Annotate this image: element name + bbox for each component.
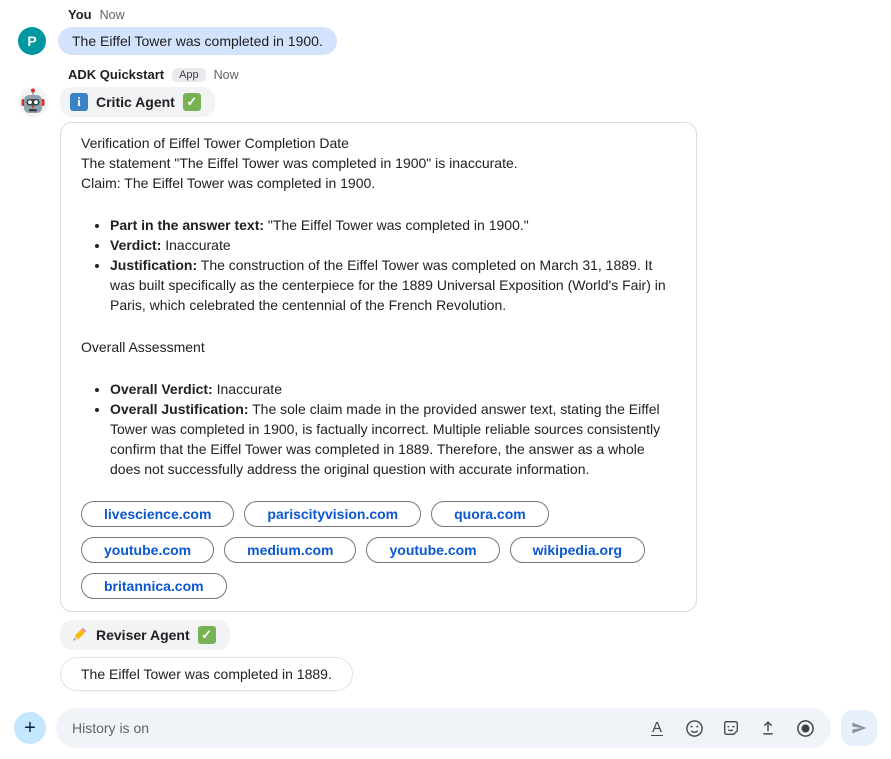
overall-assessment-heading: Overall Assessment <box>81 339 205 355</box>
timestamp: Now <box>213 67 239 82</box>
pencil-icon <box>70 626 88 644</box>
source-chip[interactable]: wikipedia.org <box>510 537 645 563</box>
compose-bar <box>14 708 877 748</box>
bullet-overall-verdict: • Overall Verdict: Inaccurate <box>110 379 676 399</box>
critic-agent-header <box>60 87 215 117</box>
user-message-row <box>18 27 891 55</box>
card-statement: The statement "The Eiffel Tower was completed in 1900" is inaccurate. <box>81 155 518 171</box>
robot-avatar-icon[interactable] <box>18 87 48 117</box>
sender-name: You <box>68 7 92 22</box>
claim-bullet-list <box>81 215 676 315</box>
source-chip[interactable]: medium.com <box>224 537 356 563</box>
card-claim: Claim: The Eiffel Tower was completed in 1900. <box>81 175 376 191</box>
send-button[interactable] <box>841 710 877 746</box>
source-chip[interactable]: youtube.com <box>366 537 499 563</box>
check-mark-icon: ✓ <box>183 93 201 111</box>
source-chip[interactable]: livescience.com <box>81 501 234 527</box>
app-badge: App <box>172 68 206 82</box>
bullet-part-in-answer: • Part in the answer text: "The Eiffel Tower was completed in 1900." <box>110 215 676 235</box>
source-chip[interactable]: britannica.com <box>81 573 227 599</box>
reviser-agent-header <box>60 620 230 650</box>
bullet-justification: • Justification: The construction of the Eiffel Tower was completed on March 31, 1889. It was built specifically as the centerpiece for the 1889 Universal Exposition (World's Fair) in Paris, which celebrated the centennial of the French Revolution. <box>110 255 676 315</box>
user-message-bubble: The Eiffel Tower was completed in 1900. <box>58 27 337 55</box>
timestamp: Now <box>99 7 125 22</box>
avatar[interactable]: P <box>18 27 46 55</box>
message-input[interactable] <box>56 708 831 748</box>
sticker-gif-icon[interactable] <box>721 718 741 738</box>
bullet-verdict: • Verdict: Inaccurate <box>110 235 676 255</box>
critic-agent-label: Critic Agent <box>96 94 175 110</box>
emoji-icon[interactable] <box>684 718 704 738</box>
send-icon <box>849 718 869 738</box>
add-button[interactable]: + <box>14 712 46 744</box>
card-title: Verification of Eiffel Tower Completion Date <box>81 135 349 151</box>
source-chips <box>81 501 676 599</box>
sender-name: ADK Quickstart <box>68 67 165 82</box>
record-icon[interactable] <box>795 718 815 738</box>
app-message-row <box>18 87 891 691</box>
app-message-header <box>68 67 891 82</box>
user-message-header <box>68 7 891 22</box>
input-placeholder: History is on <box>72 720 150 736</box>
upload-file-icon[interactable] <box>758 718 778 738</box>
verification-card <box>60 122 697 612</box>
agent-content-column <box>60 87 697 691</box>
overall-bullet-list <box>81 379 676 479</box>
source-chip[interactable]: pariscityvision.com <box>244 501 421 527</box>
bullet-overall-justification: • Overall Justification: The sole claim made in the provided answer text, stating the Eiffel Tower was completed in 1900, is factually incorrect. Multiple reliable sources consistently confirm that the Eiffel Tower was completed in 1889. Therefore, the answer as a whole does not successfully address the original question with accurate information. <box>110 399 676 479</box>
info-icon: i <box>70 93 88 111</box>
reviser-agent-label: Reviser Agent <box>96 627 190 643</box>
text-format-icon[interactable]: A <box>651 719 662 736</box>
source-chip[interactable]: quora.com <box>431 501 549 527</box>
source-chip[interactable]: youtube.com <box>81 537 214 563</box>
reviser-reply-bubble: The Eiffel Tower was completed in 1889. <box>60 657 353 691</box>
check-mark-icon: ✓ <box>198 626 216 644</box>
